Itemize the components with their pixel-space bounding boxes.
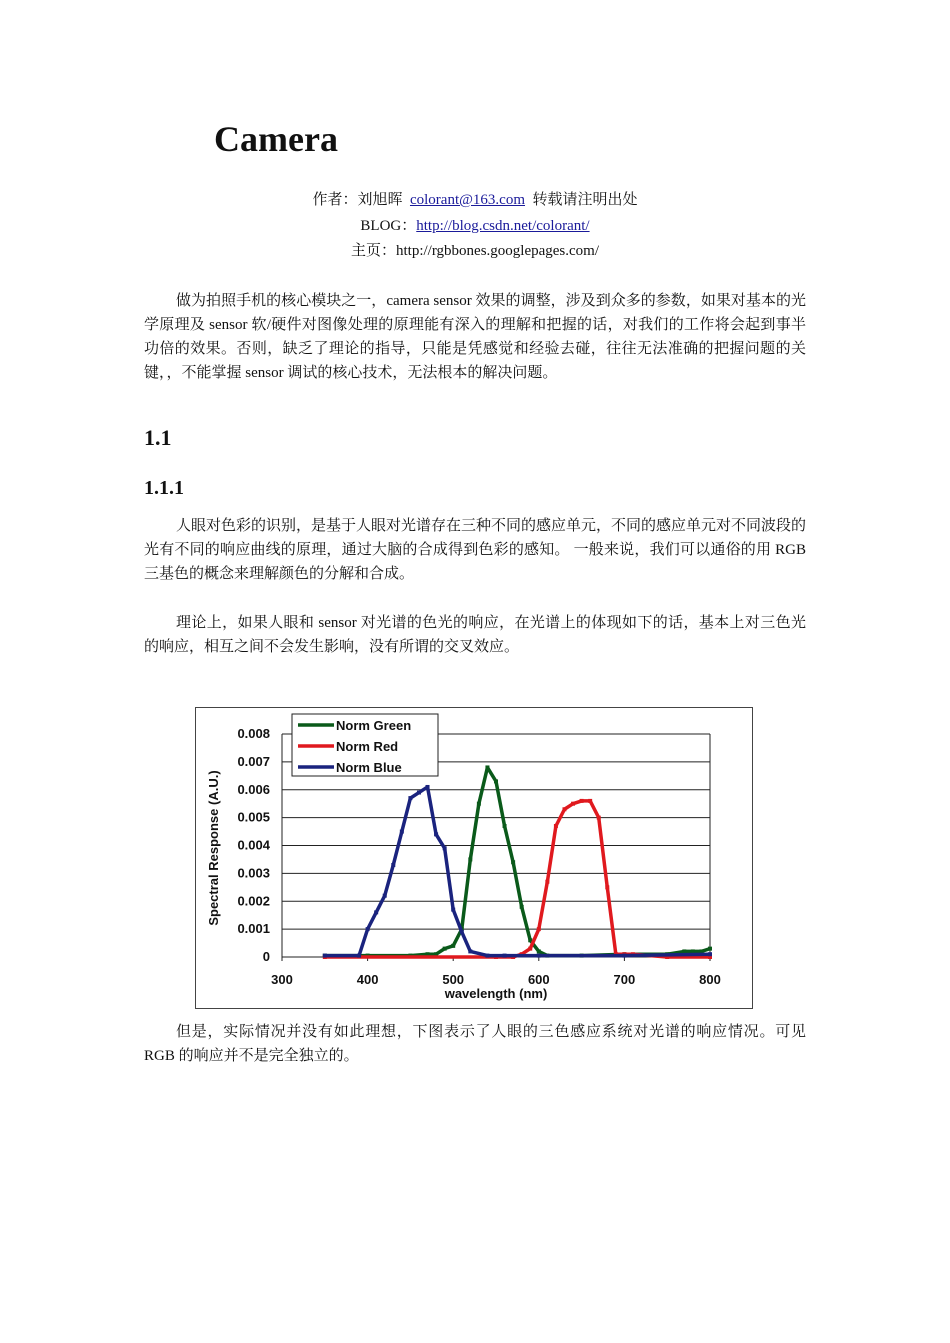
document-title: Camera — [214, 119, 338, 159]
blog-line — [144, 216, 806, 236]
legend-label: Norm Red — [336, 739, 399, 754]
x-tick-label: 800 — [699, 972, 721, 987]
data-point — [622, 954, 626, 958]
data-point — [537, 954, 541, 958]
homepage-label: 主页： — [350, 243, 396, 259]
paragraph-color-perception: 人眼对色彩的识别，是基于人眼对光谱存在三种不同的感应单元，不同的感应单元对不同波段的光有不同的响应曲线的原理，通过大脑的合成得到色彩的感知。 一般来说，我们可以通俗的用 RGB 三基色的概念来理解颜色的分解和合成。 — [144, 518, 807, 582]
homepage-url: http://rgbbones.googlepages.com/ — [395, 243, 600, 259]
data-point — [537, 949, 541, 953]
y-tick-label: 0.001 — [237, 921, 270, 937]
blog-link[interactable]: http://blog.csdn.net/colorant/ — [416, 218, 590, 234]
data-point — [520, 905, 524, 909]
data-point — [383, 894, 387, 898]
data-point — [503, 954, 507, 958]
data-point — [460, 930, 464, 934]
data-point — [451, 908, 455, 912]
data-point — [571, 802, 575, 806]
paragraph-ideal-response: 理论上，如果人眼和 sensor 对光谱的色光的响应，在光谱上的体现如下的话，基本上对三色光的响应，相互之间不会发生影响，没有所谓的交叉效应。 — [144, 615, 806, 655]
spectral-response-chart — [195, 707, 753, 1009]
data-point — [562, 807, 566, 811]
section-heading: 1.1 — [144, 425, 172, 450]
x-axis-label: wavelength (nm) — [444, 986, 548, 1001]
y-axis-label: Spectral Response (A.U.) — [206, 770, 221, 926]
subsection-heading: 1.1.1 — [144, 477, 184, 499]
data-point — [597, 816, 601, 820]
data-point — [443, 947, 447, 951]
y-tick-label: 0.008 — [237, 726, 270, 741]
data-point — [503, 824, 507, 828]
y-tick-label: 0.006 — [237, 781, 270, 797]
data-point — [511, 860, 515, 864]
data-point — [494, 779, 498, 783]
intro-paragraph: 做为拍照手机的核心模块之一，camera sensor 效果的调整，涉及到众多的参数，如果对基本的光学原理及 sensor 软/硬件对图像处理的原理能有深入的理解和把握的话，对我们的工作将会起到事半功倍的效果。否则，缺乏了理论的指导，只能是凭感觉和经验去碰，往往无法准确的把握问题的关键，，不能掌握 sensor 调试的核心技术，无法根本的解决问题。 — [144, 293, 806, 381]
data-point — [323, 954, 327, 958]
author-line — [144, 190, 806, 210]
y-tick-label: 0.005 — [237, 809, 270, 825]
x-tick-label: 400 — [356, 972, 379, 987]
data-point — [580, 799, 584, 803]
paragraph-real-response: 但是，实际情况并没有如此理想，下图表示了人眼的三色感应系统对光谱的响应情况。可见 RGB 的响应并不是完全独立的。 — [144, 1024, 806, 1064]
author-email-link[interactable]: colorant@163.com — [409, 192, 526, 208]
series-lines — [323, 765, 712, 959]
y-tick-label: 0.003 — [237, 865, 270, 881]
data-point — [537, 927, 541, 931]
author-name: 作者：刘旭晖 — [312, 192, 403, 208]
repost-note: 转载请注明出处 — [532, 192, 638, 208]
data-point — [357, 954, 361, 958]
data-point — [708, 952, 712, 956]
data-point — [451, 944, 455, 948]
data-point — [477, 802, 481, 806]
data-point — [468, 857, 472, 861]
data-point — [682, 949, 686, 953]
x-tick-label: 600 — [527, 972, 550, 987]
x-tick-label: 500 — [442, 972, 465, 987]
data-point — [408, 796, 412, 800]
data-point — [485, 765, 489, 769]
x-tick-label: 700 — [613, 972, 636, 987]
data-point — [366, 927, 370, 931]
y-tick-label: 0.002 — [237, 893, 270, 909]
data-point — [528, 947, 532, 951]
data-point — [554, 824, 558, 828]
data-point — [708, 947, 712, 951]
data-point — [417, 791, 421, 795]
data-point — [443, 846, 447, 850]
y-tick-label: 0.004 — [237, 837, 270, 853]
x-tick-label: 300 — [271, 972, 293, 987]
legend-label: Norm Blue — [336, 760, 402, 775]
y-tick-label: 0 — [262, 949, 270, 964]
data-point — [426, 785, 430, 789]
data-point — [588, 799, 592, 803]
data-point — [391, 863, 395, 867]
data-point — [434, 832, 438, 836]
data-point — [374, 910, 378, 914]
chart-legend — [292, 714, 438, 776]
homepage-line — [144, 241, 806, 261]
legend-label: Norm Green — [336, 718, 412, 733]
data-point — [400, 830, 404, 834]
series-line-norm-green — [325, 767, 710, 955]
chart-canvas — [196, 708, 752, 1008]
data-point — [485, 954, 489, 958]
data-point — [545, 880, 549, 884]
series-line-norm-blue — [325, 787, 710, 956]
data-point — [468, 949, 472, 953]
blog-label: BLOG： — [360, 218, 417, 234]
y-tick-label: 0.007 — [237, 753, 270, 769]
data-point — [605, 885, 609, 889]
